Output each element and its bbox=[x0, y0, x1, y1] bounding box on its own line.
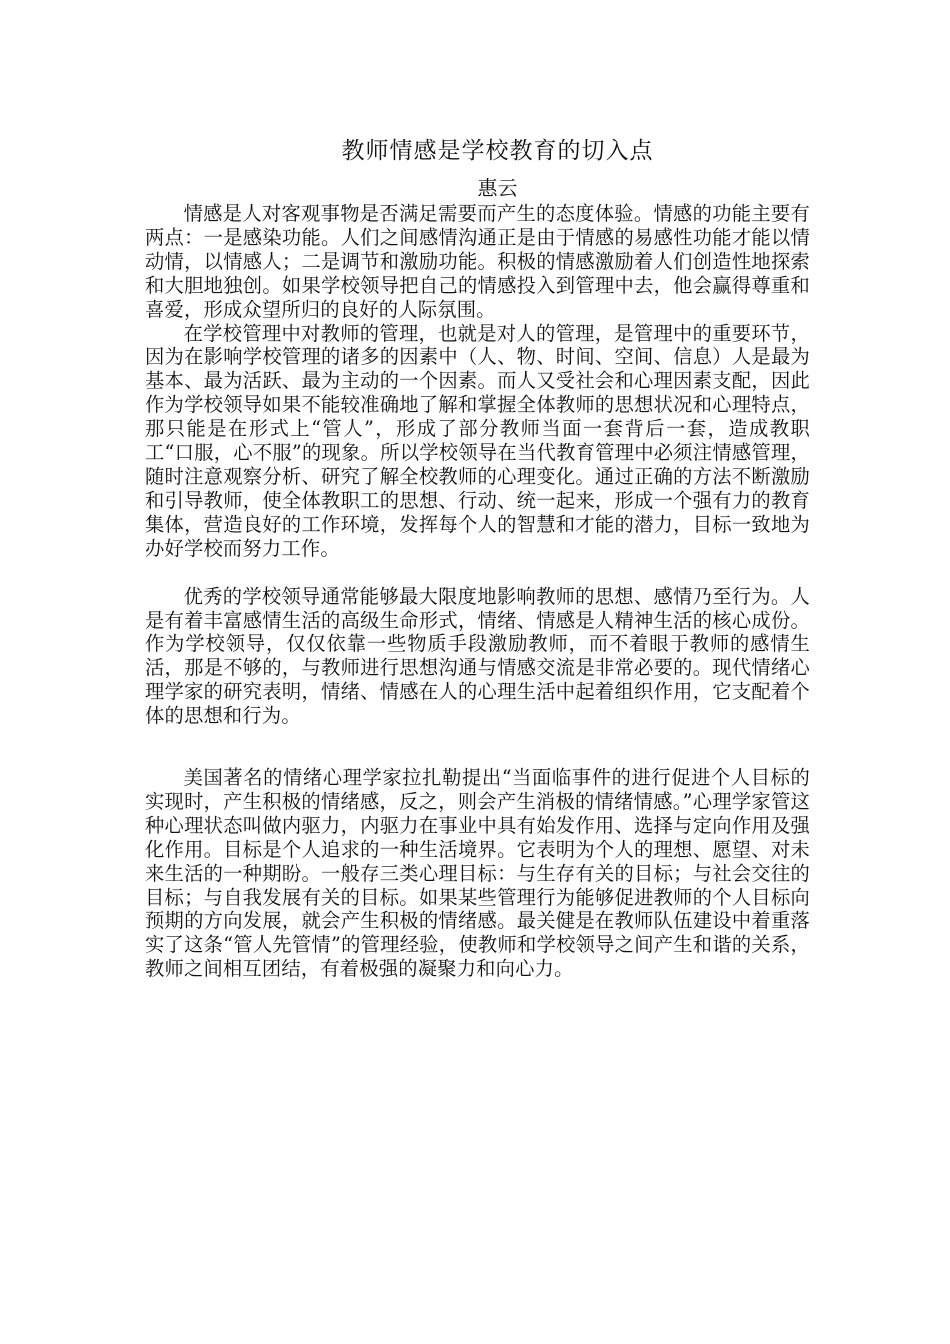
paragraph-3: 优秀的学校领导通常能够最大限度地影响教师的思想、感情乃至行为。人是有着丰富感情生活的高级生命形式，情绪、情感是人精神生活的核心成份。作为学校领导，仅仅依靠一些物质手段激励教师，而不着眼于教师的感情生活，那是不够的，与教师进行思想沟通与情感交流是非常必要的。现代情绪心理学家的研究表明，情绪、情感在人的心理生活中起着组织作用，它支配着个体的思想和行为。 bbox=[145, 584, 810, 728]
document-title: 教师情感是学校教育的切入点 bbox=[341, 138, 654, 164]
document-body bbox=[145, 134, 810, 981]
paragraph-4: 美国著名的情绪心理学家拉扎勒提出“当面临事件的进行促进个人目标的实现时，产生积极的情绪感，反之，则会产生消极的情绪情感。”心理学家管这种心理状态叫做内驱力，内驱力在事业中具有始发作用、选择与定向作用及强化作用。目标是个人追求的一种生活境界。它表明为个人的理想、愿望、对未来生活的一种期盼。一般存三类心理目标：与生存有关的目标；与社会交往的目标；与自我发展有关的目标。如果某些管理行为能够促进教师的个人目标向预期的方向发展，就会产生积极的情绪感。最关健是在教师队伍建设中着重落实了这条“管人先管情”的管理经验，使教师和学校领导之间产生和谐的关系，教师之间相互团结，有着极强的凝聚力和向心力。 bbox=[145, 766, 810, 981]
paragraph-1: 情感是人对客观事物是否满足需要而产生的态度体验。情感的功能主要有两点：一是感染功能。人们之间感情沟通正是由于情感的易感性功能才能以情动情，以情感人；二是调节和激励功能。积极的情感激励着人们创造性地探索和大胆地独创。如果学校领导把自己的情感投入到管理中去，他会赢得尊重和喜爱，形成众望所归的良好的人际氛围。 bbox=[145, 202, 810, 321]
paragraph-2: 在学校管理中对教师的管理，也就是对人的管理，是管理中的重要环节，因为在影响学校管理的诸多的因素中（人、物、时间、空间、信息）人是最为基本、最为活跃、最为主动的一个因素。而人又受社会和心理因素支配，因此作为学校领导如果不能较准确地了解和掌握全体教师的思想状况和心理特点，那只能是在形式上“管人”，形成了部分教师当面一套背后一套，造成教职工“口服，心不服”的现象。所以学校领导在当代教育管理中必须注情感管理，随时注意观察分析、研究了解全校教师的心理变化。通过正确的方法不断激励和引导教师，使全体教职工的思想、行动、统一起来，形成一个强有力的教育集体，营造良好的工作环境，发挥每个人的智慧和才能的潜力，目标一致地为办好学校而努力工作。 bbox=[145, 321, 810, 560]
document-author: 惠云 bbox=[477, 176, 518, 200]
